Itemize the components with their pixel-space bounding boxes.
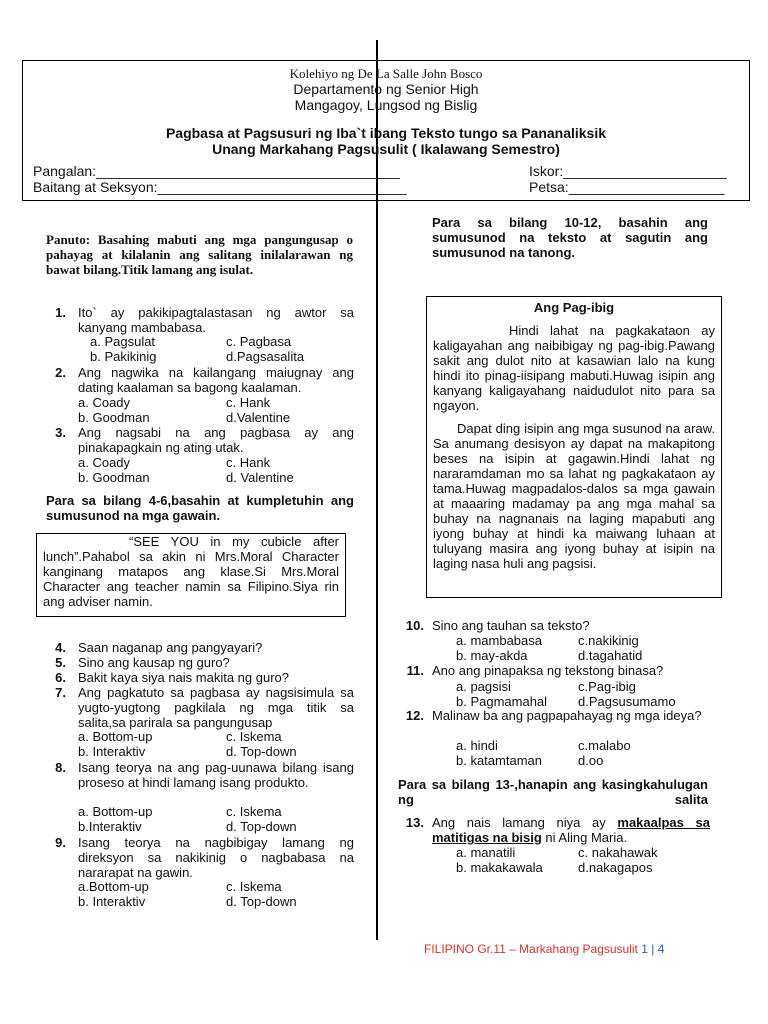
question-text: Sino ang kausap ng guro?: [78, 655, 230, 670]
passage-box: [36, 533, 346, 617]
section-instruction-13: Para sa bilang 13-,hanapin ang kasingkahulugan ng salita: [398, 777, 708, 807]
option-d: d.Pagsasalita: [226, 349, 305, 364]
option-d: d.Pagsusumamo: [578, 694, 676, 709]
option-c: c.Pag-ibig: [578, 679, 636, 694]
question-text: Bakit kaya siya nais makita ng guro?: [78, 670, 289, 685]
question-text: Saan naganap ang pangyayari?: [78, 640, 263, 655]
option-a: a. Bottom-up: [78, 804, 153, 819]
option-a: a. Bottom-up: [78, 729, 153, 744]
page-number: 1: [641, 942, 648, 956]
option-b: b.Interaktiv: [78, 819, 142, 834]
question-text: Ang nais lamang niya ay makaalpas sa matitigas na bisig ni Aling Maria.: [432, 815, 710, 845]
subject-title: Pagbasa at Pagsusuri ng Iba`t ibang Teksto tungo sa Pananaliksik: [165, 125, 607, 141]
department: Departamento ng Senior High: [293, 81, 479, 97]
footer-title: FILIPINO Gr.11 – Markahang Pagsusulit: [424, 942, 638, 956]
grade-section-field[interactable]: Baitang at Seksyon:________________________________: [33, 179, 407, 195]
school-name: Kolehiyo ng De La Salle John Bosco: [289, 66, 483, 81]
option-a: a. Coady: [78, 395, 131, 410]
option-d: d. Valentine: [226, 470, 294, 485]
option-c: c. Iskema: [226, 804, 282, 819]
page-total: 4: [657, 942, 665, 956]
option-a: a. Coady: [78, 455, 131, 470]
question-text: Isang teorya na nagbibigay lamang ng direksyon sa nakikinig o nagbabasa na nararapat na gawin.: [78, 835, 354, 880]
exam-title: Unang Markahang Pagsusulit ( Ikalawang Semestro): [212, 141, 560, 157]
underlined-phrase: makaalpas sa: [617, 815, 710, 830]
question-text: Sino ang tauhan sa teksto?: [432, 618, 590, 633]
option-a: a. Pagsulat: [90, 334, 156, 349]
option-b: b. Goodman: [78, 410, 150, 425]
option-a: a. manatili: [456, 845, 516, 860]
page-separator: |: [651, 942, 655, 956]
option-b: b. Interaktiv: [78, 894, 146, 909]
reading-title: Ang Pag-ibig: [533, 300, 615, 315]
section-instruction-4-6: Para sa bilang 4-6,basahin at kumpletuhin ang sumusunod na mga gawain.: [46, 493, 354, 523]
question-text: Ang nagwika na kailangang maiugnay ang dating kaalaman sa bagong kaalaman.: [78, 365, 354, 395]
option-a: a. hindi: [456, 738, 498, 753]
option-b: b. katamtaman: [456, 753, 542, 768]
option-d: d. Top-down: [226, 744, 297, 759]
option-c: c. Iskema: [226, 729, 282, 744]
option-c: c.nakikinig: [578, 633, 639, 648]
option-d: d.tagahatid: [578, 648, 643, 663]
option-d: d. Top-down: [226, 894, 297, 909]
option-c: c. Iskema: [226, 879, 282, 894]
question-text: Ang nagsabi na ang pagbasa ay ang pinakapagkain ng ating utak.: [78, 425, 354, 455]
date-field[interactable]: Petsa:____________________: [529, 179, 725, 195]
question-text: Ito` ay pakikipagtalastasan ng awtor sa kanyang mambabasa.: [78, 305, 354, 335]
underlined-phrase: matitigas na bisig: [432, 830, 542, 845]
option-d: d. Top-down: [226, 819, 297, 834]
option-c: c.malabo: [578, 738, 631, 753]
option-c: c. nakahawak: [578, 845, 658, 860]
option-a: a. mambabasa: [456, 633, 542, 648]
option-b: b. may-akda: [456, 648, 528, 663]
option-c: c. Pagbasa: [226, 334, 292, 349]
option-a: a. pagsisi: [456, 679, 511, 694]
option-d: d.Valentine: [226, 410, 291, 425]
option-b: b. Interaktiv: [78, 744, 146, 759]
option-c: c. Hank: [226, 455, 271, 470]
option-d: d.oo: [578, 753, 604, 768]
option-c: c. Hank: [226, 395, 271, 410]
question-text: Malinaw ba ang pagpapahayag ng mga ideya?: [432, 708, 702, 723]
page-footer: [424, 942, 664, 956]
option-d: d.nakagapos: [578, 860, 653, 875]
question-text: Ang pagkatuto sa pagbasa ay nagsisimula sa yugto-yugtong pagkilala ng mga titik sa salita,sa parirala sa pangungusap: [78, 685, 354, 730]
passage-text: “SEE YOU in my cubicle after lunch”.Pahabol sa akin ni Mrs.Moral Character kanginang matapos ang klase.Si Mrs.Moral Character ang teacher namin sa Filipino.Siya rin ang adviser namin.: [43, 534, 339, 609]
reading-paragraph-2: Dapat ding isipin ang mga susunod na araw. Sa anumang desisyon ay dapat na makapitong beses na isipin at gagawin.Hindi lahat ng nararamdaman mo sa lahat ng pagkakataon ay tama.Huwag magpadalos-dalos sa mga gawain at maaaring madamay pa ang mga mahal sa buhay na nagnanais na laging mapabuti ang iyong buhay at hindi ka maiwang luhaan at tuluyang masira ang iyong buhay at isipin na laging nasa huli ang pagsisi.: [433, 421, 715, 571]
option-b: b. Goodman: [78, 470, 150, 485]
reading-text-box: [426, 296, 722, 598]
section-instruction-10-12: Para sa bilang 10-12, basahin ang sumusunod na teksto at sagutin ang sumusunod na tanong.: [432, 215, 708, 260]
question-text: Isang teorya na ang pag-uunawa bilang isang proseso at hindi lamang isang produkto.: [78, 760, 354, 790]
option-b: b. Pagmamahal: [456, 694, 548, 709]
score-field[interactable]: Iskor:_____________________: [529, 163, 727, 179]
location: Mangagoy, Lungsod ng Bislig: [294, 97, 478, 113]
option-b: b. makakawala: [456, 860, 543, 875]
instructions: Panuto: Basahing mabuti ang mga pangungusap o pahayag at kilalanin ang salitang inilalarawan ng bawat bilang.Titik lamang ang isulat.: [46, 232, 353, 277]
option-a: a.Bottom-up: [78, 879, 149, 894]
name-field[interactable]: Pangalan:_______________________________________: [33, 163, 400, 179]
reading-paragraph-1: Hindi lahat na pagkakataon ay kaligayahan ang naibibigay ng pag-ibig.Pawang sakit ang dulot nito at kasawian lalo na kung hindi ito pinag-iisipang mabuti.Huwag isipin ang kanyang kaligayahang naidudulot nito para sa ngayon.: [433, 323, 715, 413]
exam-header: [22, 60, 750, 201]
question-text: Ano ang pinapaksa ng tekstong binasa?: [432, 663, 664, 678]
option-b: b. Pakikinig: [90, 349, 157, 364]
